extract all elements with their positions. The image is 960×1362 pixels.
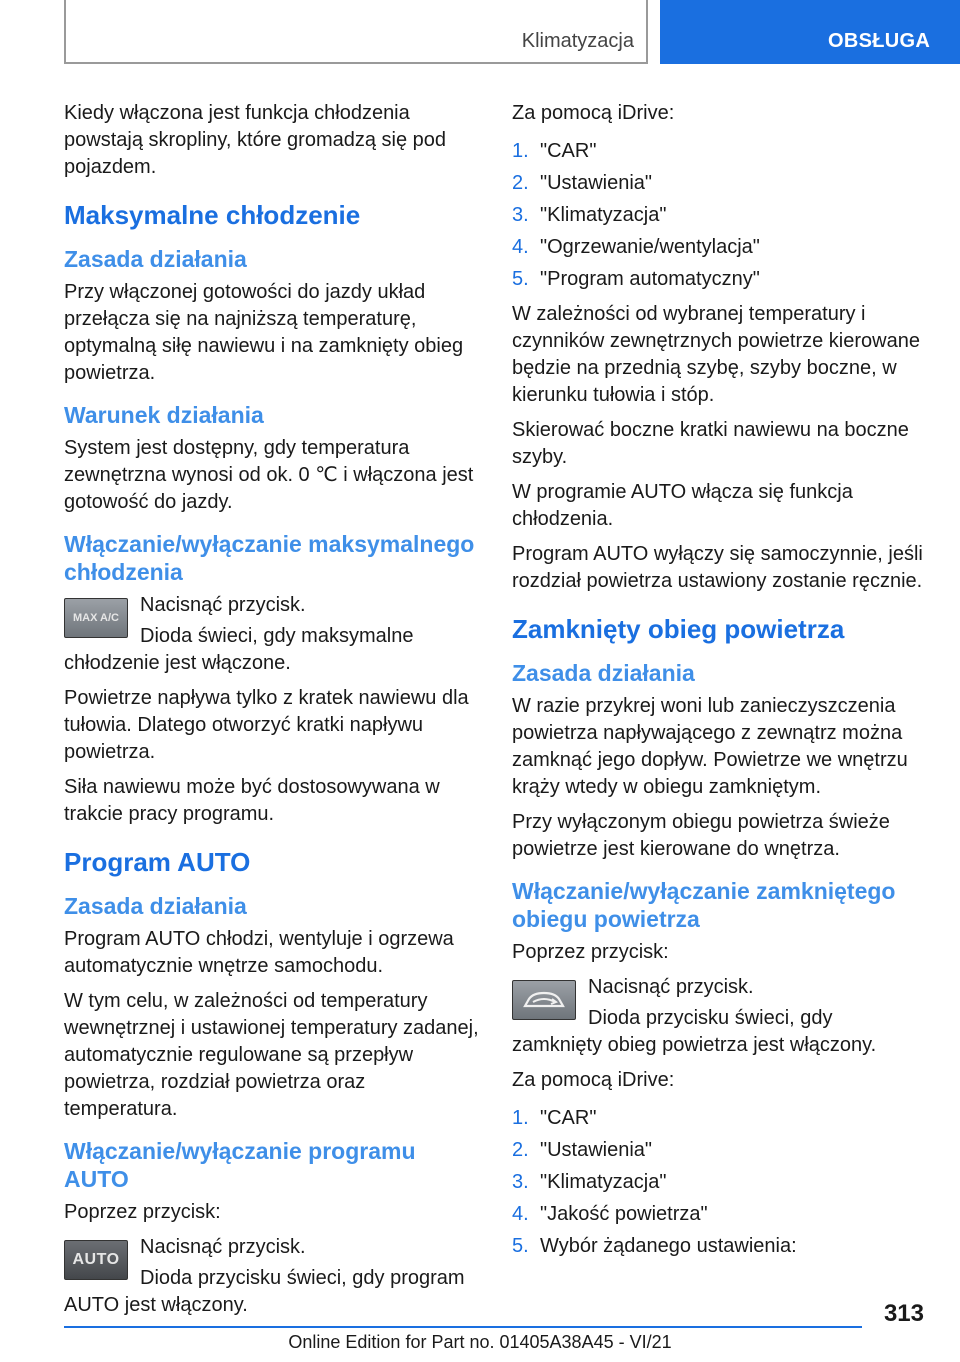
- heading-auto-program: Program AUTO: [64, 847, 251, 877]
- paragraph: Poprzez przycisk:: [64, 1201, 221, 1223]
- subheading: Zasada działania: [64, 893, 247, 919]
- list-item: 5. Wybór żądanego ustawienia:: [512, 1235, 797, 1257]
- auto-button-icon: AUTO: [64, 1240, 128, 1280]
- paragraph: Siła nawiewu może być dostosowywana w trakcie pracy programu.: [64, 776, 440, 825]
- paragraph: W razie przykrej woni lub zanieczyszczenia powietrza napływającego z zewnątrz można zamknąć jego dopływ. Powietrze we wnętrzu krąży wtedy w obiegu zamkniętym.: [512, 695, 908, 798]
- paragraph: Nacisnąć przycisk.: [140, 1236, 306, 1258]
- idrive-steps-list: [512, 135, 924, 295]
- edition-footer: Online Edition for Part no. 01405A38A45 - VI/21: [288, 1332, 672, 1352]
- max-ac-button-icon: MAX A/C: [64, 598, 128, 638]
- paragraph: Nacisnąć przycisk.: [588, 976, 754, 998]
- list-item: 3. "Klimatyzacja": [512, 1171, 667, 1193]
- subheading: Warunek działania: [64, 402, 264, 428]
- paragraph: Za pomocą iDrive:: [512, 1069, 675, 1091]
- paragraph: Dioda przycisku świeci, gdy zamknięty obieg powietrza jest włączony.: [512, 1007, 877, 1056]
- paragraph: Program AUTO chłodzi, wentyluje i ogrzewa automatycznie wnętrze samochodu.: [64, 928, 454, 977]
- paragraph: W tym celu, w zależności od temperatury wewnętrznej i ustawionej temperatury zadanej, automatycznie regulowane są przepływ powietrza, rozdział powietrza oraz temperatura.: [64, 990, 479, 1120]
- list-item: 2. "Ustawienia": [512, 1139, 653, 1161]
- heading-recirculation: Zamknięty obieg powietrza: [512, 614, 845, 644]
- paragraph: W programie AUTO włącza się funkcja chłodzenia.: [512, 481, 853, 530]
- left-column: [64, 100, 480, 1327]
- paragraph: Program AUTO wyłączy się samoczynnie, jeśli rozdział powietrza ustawiony zostanie ręcznie.: [512, 543, 923, 592]
- subheading: Zasada działania: [64, 246, 247, 272]
- subheading: Włączanie/wyłączanie zamkniętego obiegu powietrza: [512, 878, 896, 932]
- paragraph: System jest dostępny, gdy temperatura zewnętrzna wynosi od ok. 0 ℃ i włączona jest gotowość do jazdy.: [64, 437, 474, 513]
- paragraph: Poprzez przycisk:: [512, 941, 669, 963]
- max-ac-button-instruction: [64, 592, 480, 677]
- paragraph: Powietrze napływa tylko z kratek nawiewu dla tułowia. Dlatego otworzyć kratki napływu powietrza.: [64, 687, 469, 763]
- paragraph: Za pomocą iDrive:: [512, 102, 675, 124]
- right-column: [512, 100, 924, 1268]
- list-item: 1. "CAR": [512, 140, 597, 162]
- auto-button-instruction: [64, 1234, 480, 1319]
- paragraph: Przy wyłączonym obiegu powietrza świeże powietrze jest kierowane do wnętrza.: [512, 811, 890, 860]
- list-item: 5. "Program automatyczny": [512, 268, 760, 290]
- list-item: 4. "Ogrzewanie/wentylacja": [512, 236, 760, 258]
- heading-max-cooling: Maksymalne chłodzenie: [64, 200, 361, 230]
- list-item: 1. "CAR": [512, 1107, 597, 1129]
- paragraph: Nacisnąć przycisk.: [140, 594, 306, 616]
- subheading: Włączanie/wyłączanie maksymalnego chłodzenia: [64, 531, 475, 585]
- paragraph: Skierować boczne kratki nawiewu na boczne szyby.: [512, 419, 909, 468]
- paragraph: Dioda przycisku świeci, gdy program AUTO jest włączony.: [64, 1267, 465, 1316]
- car-recirculation-icon: [512, 980, 576, 1020]
- header-box: [64, 0, 648, 64]
- paragraph: Przy włączonej gotowości do jazdy układ przełącza się na najniższą temperaturę, optymalną siłę nawiewu i na zamknięty obieg powietrza.: [64, 281, 464, 384]
- section-title: Klimatyzacja: [521, 30, 634, 52]
- subheading: Włączanie/wyłączanie programu AUTO: [64, 1138, 416, 1192]
- list-item: 4. "Jakość powietrza": [512, 1203, 708, 1225]
- chapter-tab[interactable]: OBSŁUGA: [660, 0, 960, 64]
- recirculation-button-instruction: [512, 974, 924, 1059]
- paragraph: W zależności od wybranej temperatury i czynników zewnętrznych powietrze kierowane będzie na przednią szybę, szyby boczne, w kierunku tułowia i stóp.: [512, 303, 920, 406]
- idrive-steps-list-2: [512, 1102, 924, 1262]
- list-item: 2. "Ustawienia": [512, 172, 653, 194]
- paragraph: Dioda świeci, gdy maksymalne chłodzenie jest włączone.: [64, 625, 414, 674]
- paragraph: Kiedy włączona jest funkcja chłodzenia powstają skropliny, które gromadzą się pod pojazdem.: [64, 102, 447, 178]
- list-item: 3. "Klimatyzacja": [512, 204, 667, 226]
- subheading: Zasada działania: [512, 660, 695, 686]
- page-number: 313: [883, 1300, 924, 1327]
- footer-divider: [64, 1326, 862, 1328]
